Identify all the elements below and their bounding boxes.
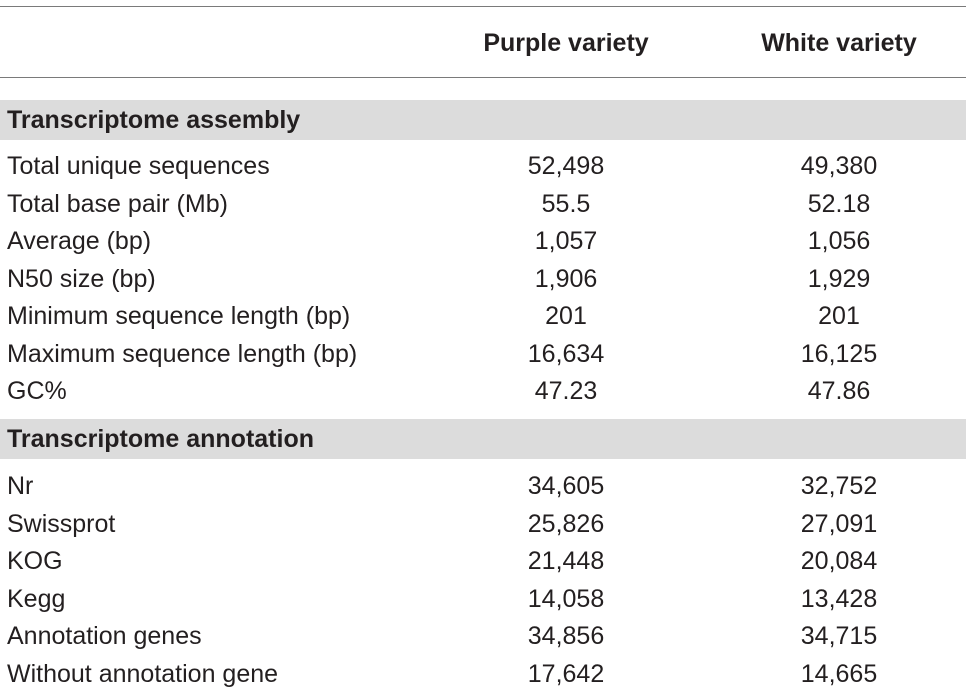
purple-value: 25,826 xyxy=(527,509,605,538)
purple-value: 34,856 xyxy=(527,622,605,650)
row-label: Total unique sequences xyxy=(7,152,270,180)
table-row xyxy=(0,506,966,544)
section-title: Transcriptome annotation xyxy=(7,425,314,453)
table-row xyxy=(0,148,966,186)
row-label: N50 size (bp) xyxy=(7,264,156,293)
section-title: Transcriptome assembly xyxy=(7,106,301,134)
white-value: 14,665 xyxy=(800,659,878,688)
purple-value: 17,642 xyxy=(527,659,605,688)
white-value: 20,084 xyxy=(800,547,878,575)
row-label: Maximum sequence length (bp) xyxy=(7,339,358,368)
white-value: 27,091 xyxy=(800,509,878,538)
row-label: Kegg xyxy=(7,584,66,613)
white-value: 1,056 xyxy=(807,227,871,255)
row-label: Nr xyxy=(7,472,34,500)
purple-value: 14,058 xyxy=(527,584,605,613)
header-rule xyxy=(0,77,966,78)
row-label: Average (bp) xyxy=(7,227,152,255)
section-header-annotation xyxy=(0,419,966,459)
purple-value: 47.23 xyxy=(534,377,598,405)
white-value: 16,125 xyxy=(800,339,878,368)
table-row xyxy=(0,223,966,261)
purple-value: 34,605 xyxy=(527,472,605,500)
row-label: GC% xyxy=(7,377,67,405)
table-row xyxy=(0,618,966,656)
table-row xyxy=(0,186,966,224)
table-row xyxy=(0,298,966,336)
row-label: Total base pair (Mb) xyxy=(7,189,228,218)
table-row xyxy=(0,468,966,506)
row-label: Without annotation gene xyxy=(7,659,279,688)
purple-value: 55.5 xyxy=(541,189,591,218)
column-header-white-variety: White variety xyxy=(761,29,917,57)
row-label: Swissprot xyxy=(7,509,116,538)
row-label: Annotation genes xyxy=(7,622,202,650)
purple-value: 16,634 xyxy=(527,339,605,368)
table-row xyxy=(0,581,966,619)
white-value: 1,929 xyxy=(807,264,871,293)
purple-value: 201 xyxy=(545,302,587,330)
white-value: 49,380 xyxy=(800,152,878,180)
row-label: KOG xyxy=(7,547,63,575)
white-value: 13,428 xyxy=(800,584,878,613)
row-label: Minimum sequence length (bp) xyxy=(7,302,351,330)
section-header-assembly xyxy=(0,100,966,140)
table-row xyxy=(0,336,966,374)
white-value: 34,715 xyxy=(800,622,878,650)
table-row xyxy=(0,373,966,411)
white-value: 32,752 xyxy=(800,472,878,500)
purple-value: 52,498 xyxy=(527,152,605,180)
table-row xyxy=(0,656,966,694)
column-header-purple-variety: Purple variety xyxy=(483,29,649,57)
white-value: 47.86 xyxy=(807,377,871,405)
table-row xyxy=(0,261,966,299)
table-header xyxy=(0,6,966,77)
white-value: 52.18 xyxy=(807,189,871,218)
purple-value: 1,906 xyxy=(534,264,598,293)
white-value: 201 xyxy=(818,302,860,330)
purple-value: 21,448 xyxy=(527,547,605,575)
purple-value: 1,057 xyxy=(534,227,598,255)
table-row xyxy=(0,543,966,581)
